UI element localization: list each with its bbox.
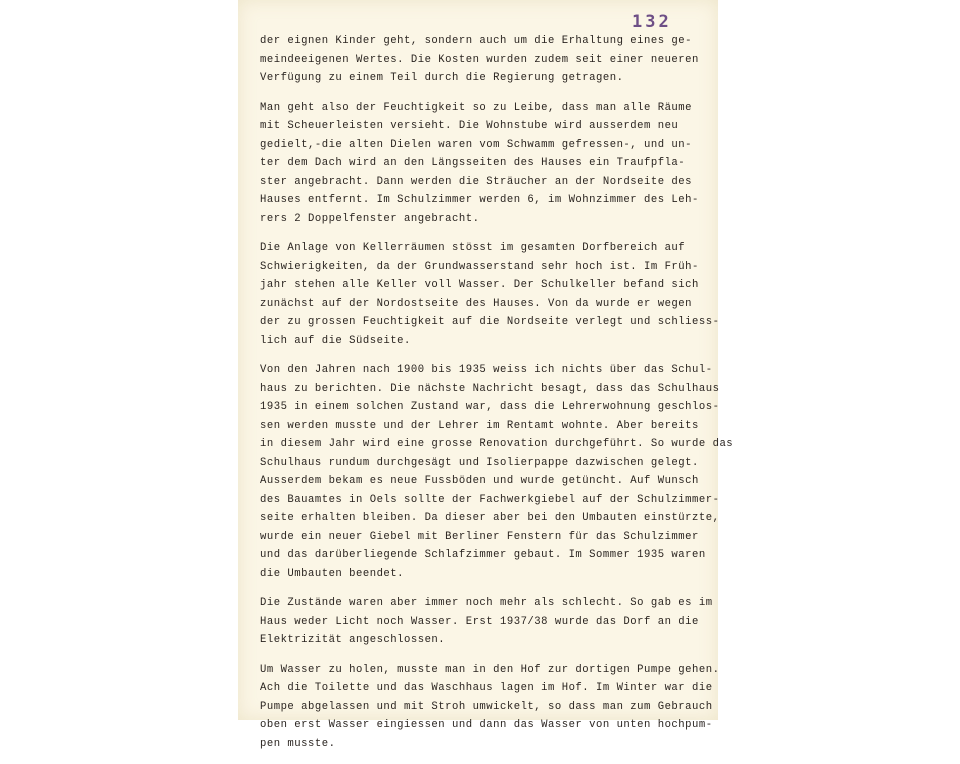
text-line: der zu grossen Feuchtigkeit auf die Nordseite verlegt und schliess- bbox=[260, 316, 720, 328]
text-line: zunächst auf der Nordostseite des Hauses. Von da wurde er wegen bbox=[260, 297, 693, 310]
text-line: haus zu berichten. Die nächste Nachricht besagt, dass das Schulhaus bbox=[260, 382, 720, 395]
text-line: der eignen Kinder geht, sondern auch um die Erhaltung eines ge- bbox=[260, 35, 693, 47]
page-number: 132 bbox=[632, 12, 672, 32]
text-line: Man geht also der Feuchtigkeit so zu Leibe, dass man alle Räume bbox=[260, 101, 693, 114]
text-line: Haus weder Licht noch Wasser. Erst 1937/38 wurde das Dorf an die bbox=[260, 615, 699, 628]
text-line: meindeeigenen Wertes. Die Kosten wurden zudem seit einer neueren bbox=[260, 53, 699, 66]
text-line: Schulhaus rundum durchgesägt und Isolierpappe dazwischen gelegt. bbox=[260, 456, 699, 469]
document-body bbox=[260, 32, 734, 764]
text-line: 1935 in einem solchen Zustand war, dass die Lehrerwohnung geschlos- bbox=[260, 401, 720, 413]
text-line: Pumpe abgelassen und mit Stroh umwickelt, so dass man zum Gebrauch bbox=[260, 700, 713, 713]
text-line: des Bauamtes in Oels sollte der Fachwerkgiebel auf der Schulzimmer- bbox=[260, 493, 720, 506]
text-line: jahr stehen alle Keller voll Wasser. Der Schulkeller befand sich bbox=[260, 279, 699, 291]
text-line: Von den Jahren nach 1900 bis 1935 weiss ich nichts über das Schul- bbox=[260, 364, 713, 376]
text-line: Die Zustände waren aber immer noch mehr als schlecht. So gab es im bbox=[260, 597, 713, 609]
text-line: Die Anlage von Kellerräumen stösst im gesamten Dorfbereich auf bbox=[260, 242, 686, 254]
text-line: Ausserdem bekam es neue Fussböden und wurde getüncht. Auf Wunsch bbox=[260, 475, 699, 487]
text-line: seite erhalten bleiben. Da dieser aber bei den Umbauten einstürzte, bbox=[260, 512, 720, 524]
text-line: Ach die Toilette und das Waschhaus lagen im Hof. Im Winter war die bbox=[260, 682, 713, 694]
text-line: wurde ein neuer Giebel mit Berliner Fenstern für das Schulzimmer bbox=[260, 530, 699, 543]
text-line: lich auf die Südseite. bbox=[260, 334, 411, 347]
text-line: oben erst Wasser eingiessen und dann das Wasser von unten hochpum- bbox=[260, 719, 713, 731]
text-line: rers 2 Doppelfenster angebracht. bbox=[260, 212, 480, 225]
text-line: Verfügung zu einem Teil durch die Regierung getragen. bbox=[260, 72, 624, 84]
text-line: ter dem Dach wird an den Längsseiten des Hauses ein Traufpfla- bbox=[260, 157, 686, 169]
paragraph bbox=[260, 32, 710, 88]
paragraph bbox=[260, 594, 713, 650]
text-line: pen musste. bbox=[260, 737, 336, 750]
paragraph bbox=[260, 361, 734, 583]
text-line: Elektrizität angeschlossen. bbox=[260, 634, 446, 646]
text-line: Hauses entfernt. Im Schulzimmer werden 6, im Wohnzimmer des Leh- bbox=[260, 194, 699, 206]
text-line: gedielt,-die alten Dielen waren vom Schwamm gefressen-, und un- bbox=[260, 138, 693, 151]
paragraph bbox=[260, 239, 720, 350]
paragraph bbox=[260, 661, 720, 754]
paragraph bbox=[260, 99, 710, 229]
text-line: mit Scheuerleisten versieht. Die Wohnstube wird ausserdem neu bbox=[260, 120, 679, 132]
text-line: sen werden musste und der Lehrer im Rentamt wohnte. Aber bereits bbox=[260, 419, 699, 432]
text-line: die Umbauten beendet. bbox=[260, 567, 405, 580]
text-line: und das darüberliegende Schlafzimmer gebaut. Im Sommer 1935 waren bbox=[260, 549, 706, 561]
text-line: ster angebracht. Dann werden die Sträucher an der Nordseite des bbox=[260, 175, 693, 188]
text-line: Um Wasser zu holen, musste man in den Hof zur dortigen Pumpe gehen. bbox=[260, 663, 720, 676]
text-line: Schwierigkeiten, da der Grundwasserstand sehr hoch ist. Im Früh- bbox=[260, 260, 699, 273]
text-line: in diesem Jahr wird eine grosse Renovation durchgeführt. So wurde das bbox=[260, 438, 734, 450]
